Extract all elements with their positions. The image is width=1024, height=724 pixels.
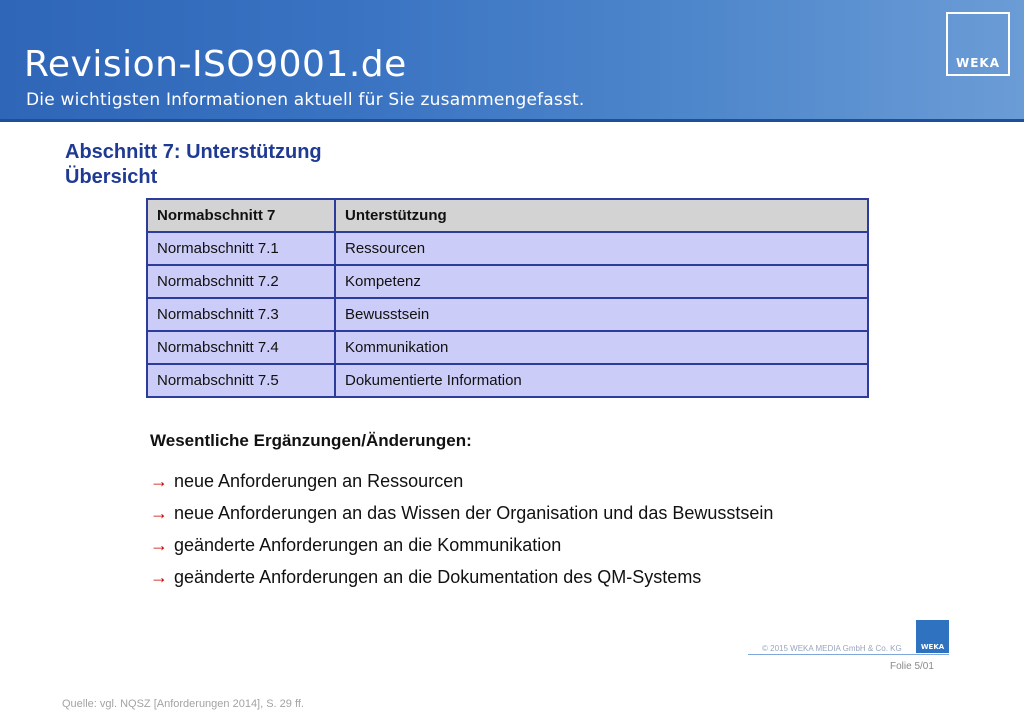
footer-weka-logo: [916, 620, 949, 653]
weka-logo: [946, 12, 1010, 76]
arrow-right-icon: →: [150, 534, 168, 555]
header-banner: [0, 0, 1024, 122]
list-item: [150, 529, 773, 561]
table-cell-topic: Kommunikation: [335, 331, 868, 364]
list-item: [150, 497, 773, 529]
table-cell-section: Normabschnitt 7.2: [147, 265, 335, 298]
table-cell-section: Normabschnitt 7.1: [147, 232, 335, 265]
section-title: Abschnitt 7: Unterstützung: [65, 141, 322, 163]
table-cell-topic: Ressourcen: [335, 232, 868, 265]
table-cell-section: Normabschnitt 7.3: [147, 298, 335, 331]
footer-logo-text: WEKA: [920, 643, 945, 651]
arrow-right-icon: →: [150, 566, 168, 587]
section-subtitle: Übersicht: [65, 166, 158, 188]
table-cell-topic: Kompetenz: [335, 265, 868, 298]
table-header-cell: Normabschnitt 7: [147, 199, 335, 232]
footer-divider: [748, 654, 949, 655]
list-item-text: neue Anforderungen an Ressourcen: [174, 470, 464, 491]
list-item: [150, 561, 773, 593]
norm-table: [146, 198, 869, 398]
list-item-text: geänderte Anforderungen an die Kommunikation: [174, 534, 562, 555]
table-row: [147, 331, 868, 364]
table-row: [147, 298, 868, 331]
slide-number: Folie 5/01: [890, 661, 934, 672]
table-row: [147, 232, 868, 265]
changes-heading: Wesentliche Ergänzungen/Änderungen:: [150, 431, 472, 450]
site-subtitle: Die wichtigsten Informationen aktuell für Sie zusammengefasst.: [26, 90, 585, 110]
table-cell-topic: Dokumentierte Information: [335, 364, 868, 397]
table-header-row: [147, 199, 868, 232]
table-row: [147, 265, 868, 298]
source-citation: Quelle: vgl. NQSZ [Anforderungen 2014], S. 29 ff.: [62, 698, 304, 710]
table-cell-topic: Bewusstsein: [335, 298, 868, 331]
list-item: [150, 465, 773, 497]
table-cell-section: Normabschnitt 7.4: [147, 331, 335, 364]
table-row: [147, 364, 868, 397]
copyright-notice: © 2015 WEKA MEDIA GmbH & Co. KG: [762, 644, 902, 653]
table-header-cell: Unterstützung: [335, 199, 868, 232]
changes-list: [150, 465, 773, 593]
weka-logo-text: WEKA: [955, 56, 1001, 70]
list-item-text: neue Anforderungen an das Wissen der Organisation und das Bewusstsein: [174, 502, 774, 523]
list-item-text: geänderte Anforderungen an die Dokumentation des QM-Systems: [174, 566, 702, 587]
site-title: Revision-ISO9001.de: [24, 44, 407, 85]
arrow-right-icon: →: [150, 470, 168, 491]
table-cell-section: Normabschnitt 7.5: [147, 364, 335, 397]
arrow-right-icon: →: [150, 502, 168, 523]
